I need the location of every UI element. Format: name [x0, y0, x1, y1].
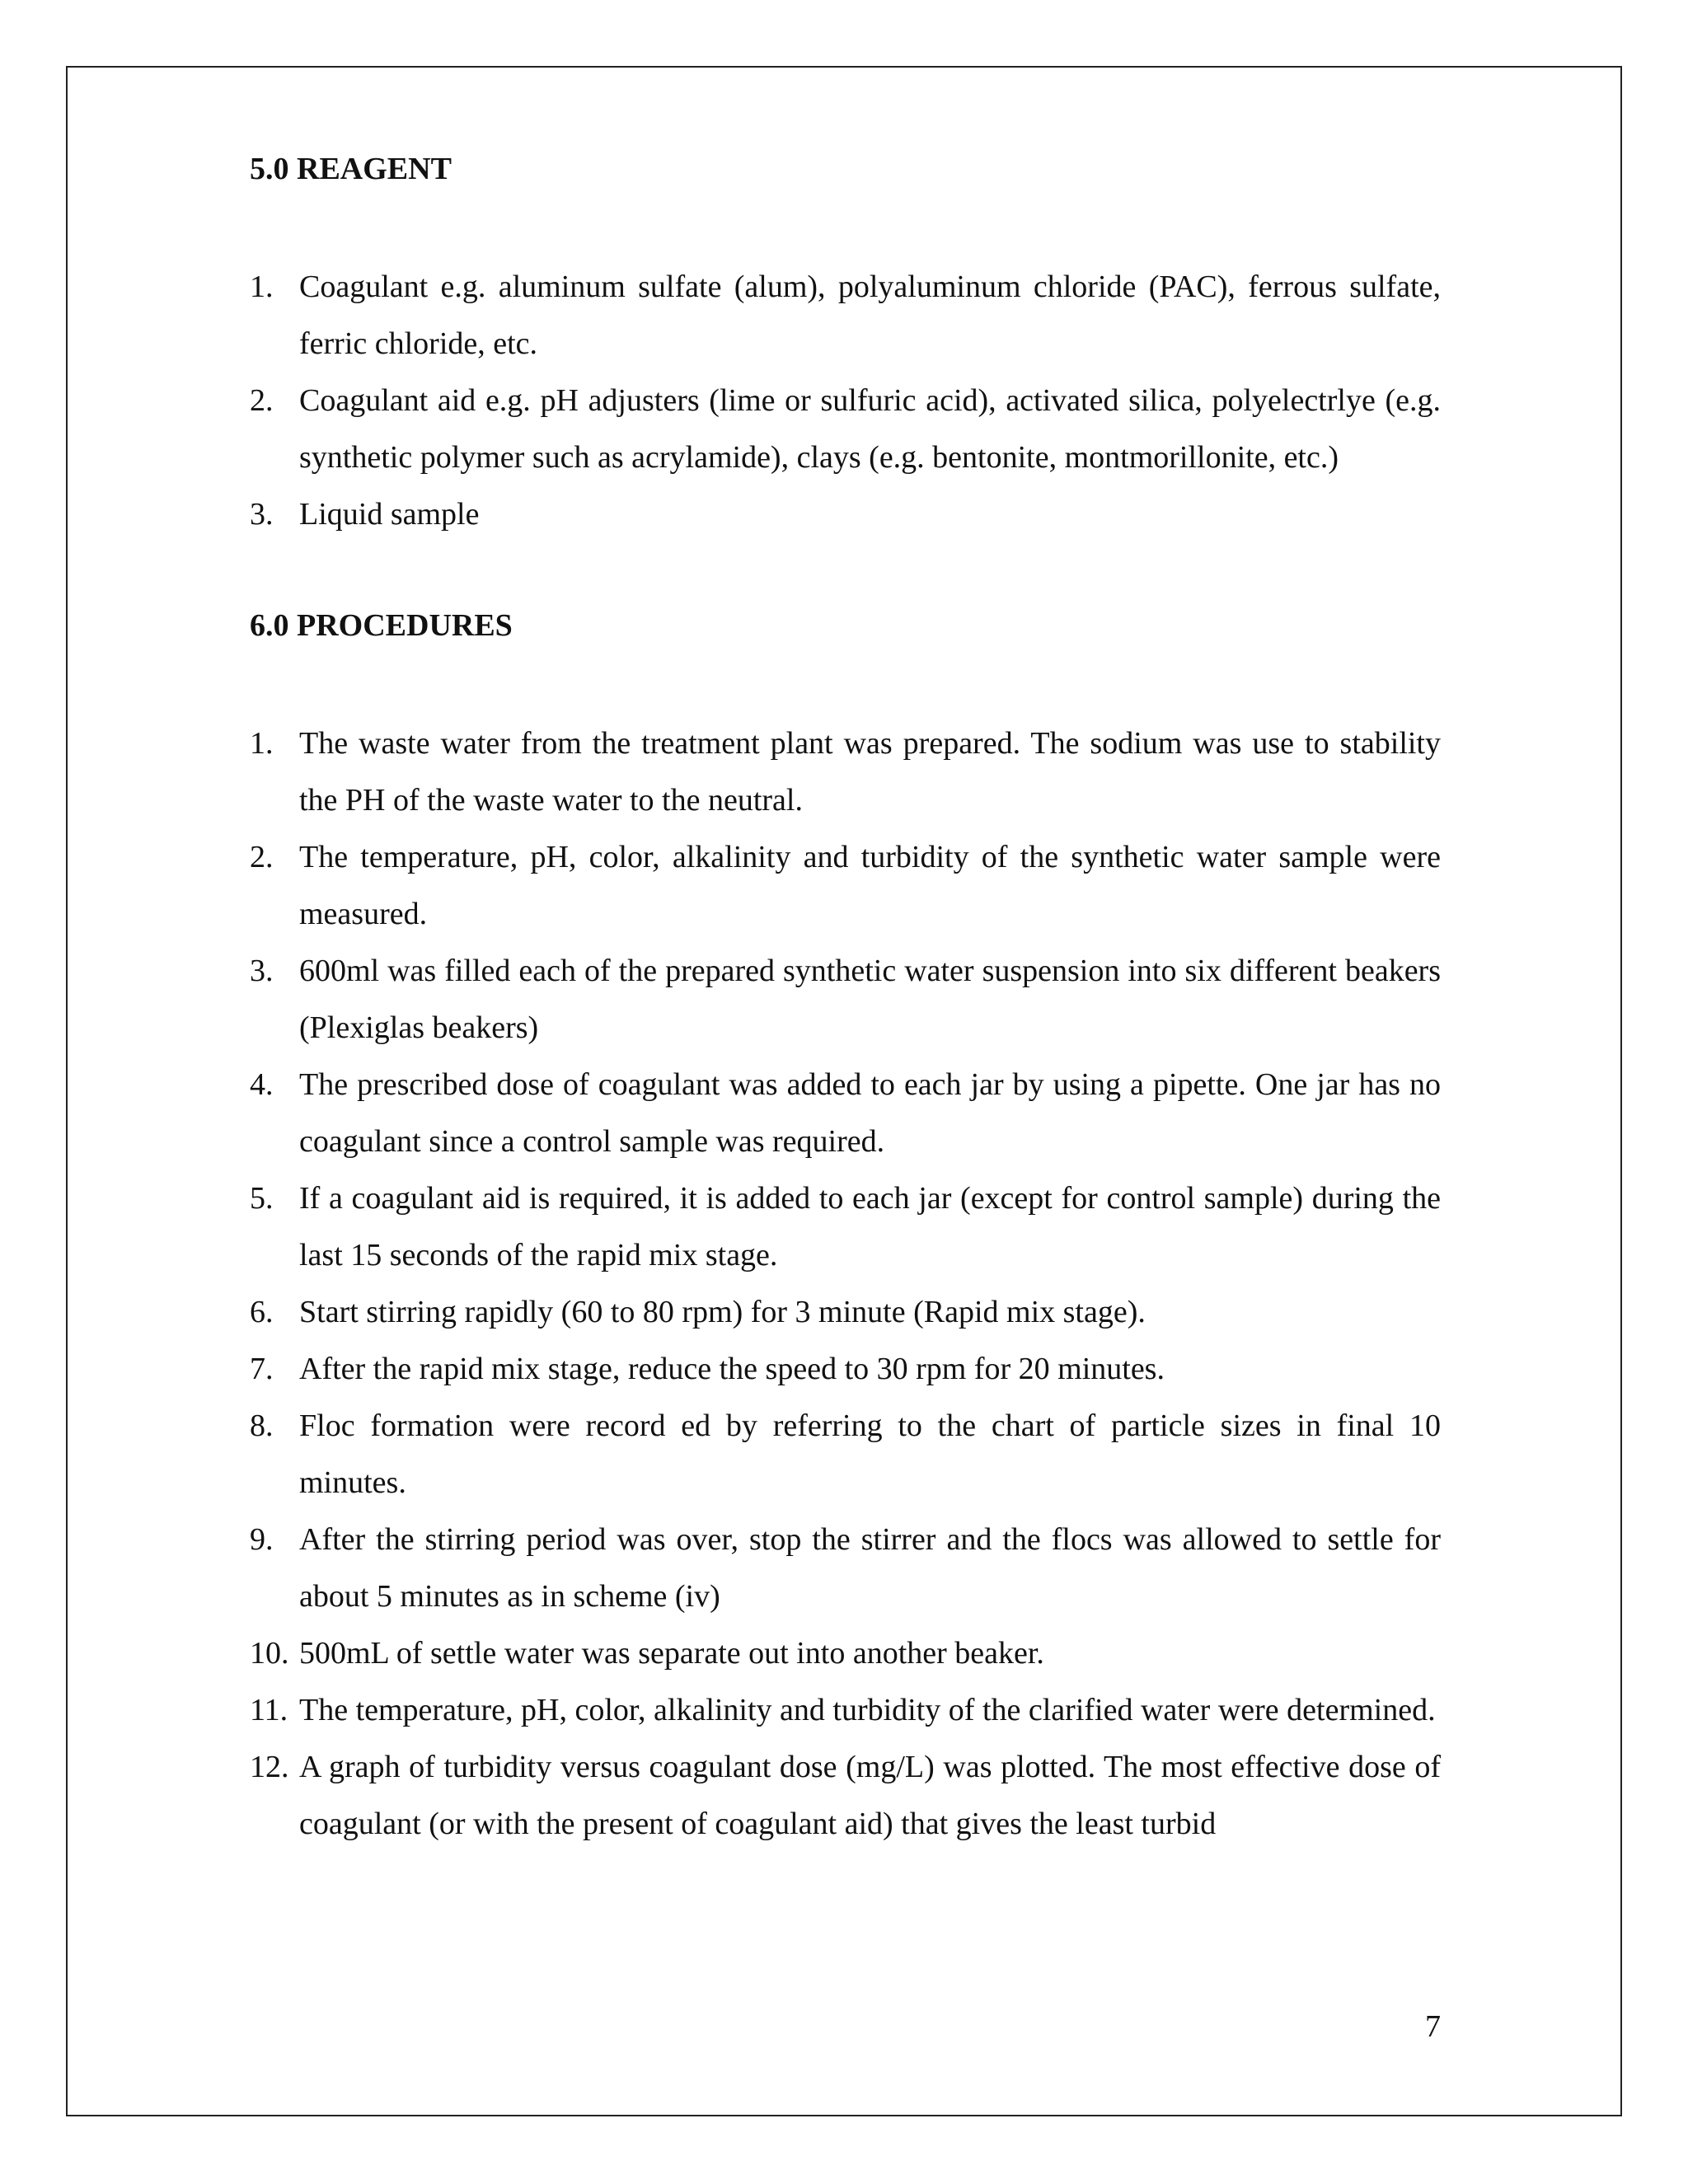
reagent-heading: 5.0 REAGENT	[250, 152, 452, 186]
procedures-heading: 6.0 PROCEDURES	[250, 608, 513, 643]
list-item-text: 500mL of settle water was separate out into another beaker.	[299, 1636, 1044, 1671]
list-item-number: 4.	[250, 1067, 274, 1102]
list-item-number: 1.	[250, 269, 274, 304]
list-item-number: 9.	[250, 1522, 274, 1557]
list-item	[250, 1284, 1441, 1341]
list-item	[250, 1341, 1441, 1398]
list-item-text: The temperature, pH, color, alkalinity and turbidity of the synthetic water sample were measured.	[299, 840, 1441, 931]
list-item-number: 10.	[250, 1636, 289, 1671]
list-item-text: The temperature, pH, color, alkalinity and turbidity of the clarified water were determined.	[299, 1693, 1436, 1727]
list-item-text: After the rapid mix stage, reduce the speed to 30 rpm for 20 minutes.	[299, 1352, 1165, 1386]
list-item-text: After the stirring period was over, stop the stirrer and the flocs was allowed to settle for about 5 minutes as in scheme (iv)	[299, 1522, 1441, 1614]
list-item	[250, 829, 1441, 943]
list-item-text: Start stirring rapidly (60 to 80 rpm) for 3 minute (Rapid mix stage).	[299, 1295, 1146, 1329]
list-item	[250, 486, 1441, 543]
page-number: 7	[1425, 2009, 1441, 2044]
list-item	[250, 1057, 1441, 1170]
list-item	[250, 943, 1441, 1057]
list-item-number: 6.	[250, 1295, 274, 1329]
list-item-number: 12.	[250, 1750, 289, 1784]
list-item-text: The prescribed dose of coagulant was added to each jar by using a pipette. One jar has no coagulant since a control sample was required.	[299, 1067, 1441, 1159]
list-item	[250, 1398, 1441, 1511]
list-item	[250, 1739, 1441, 1853]
list-item-text: If a coagulant aid is required, it is added to each jar (except for control sample) during the last 15 seconds of the rapid mix stage.	[299, 1181, 1441, 1272]
list-item-text: Liquid sample	[299, 497, 480, 532]
list-item-text: 600ml was filled each of the prepared synthetic water suspension into six different beakers (Plexiglas beakers)	[299, 954, 1441, 1045]
list-item	[250, 1511, 1441, 1625]
reagent-list	[250, 259, 1441, 543]
list-item-number: 11.	[250, 1693, 288, 1727]
list-item-number: 7.	[250, 1352, 274, 1386]
list-item-number: 2.	[250, 840, 274, 874]
list-item	[250, 715, 1441, 829]
list-item-number: 8.	[250, 1408, 274, 1443]
list-item	[250, 259, 1441, 373]
list-item-number: 1.	[250, 726, 274, 761]
page-content	[250, 145, 1441, 1853]
list-item-text: Floc formation were record ed by referring to the chart of particle sizes in final 10 minutes.	[299, 1408, 1441, 1500]
list-item	[250, 1170, 1441, 1284]
list-item-text: Coagulant aid e.g. pH adjusters (lime or sulfuric acid), activated silica, polyelectrlye (e.g. synthetic polymer such as acrylamide), clays (e.g. bentonite, montmorillonite, etc.)	[299, 383, 1441, 475]
list-item-text: The waste water from the treatment plant was prepared. The sodium was use to stability the PH of the waste water to the neutral.	[299, 726, 1441, 818]
procedures-list	[250, 715, 1441, 1853]
list-item-text: A graph of turbidity versus coagulant dose (mg/L) was plotted. The most effective dose of coagulant (or with the present of coagulant aid) that gives the least turbid	[299, 1750, 1441, 1841]
list-item-number: 5.	[250, 1181, 274, 1216]
list-item-number: 3.	[250, 497, 274, 532]
list-item-number: 2.	[250, 383, 274, 418]
list-item	[250, 373, 1441, 486]
list-item-number: 3.	[250, 954, 274, 988]
list-item	[250, 1682, 1441, 1739]
list-item-text: Coagulant e.g. aluminum sulfate (alum), polyaluminum chloride (PAC), ferrous sulfate, ferric chloride, etc.	[299, 269, 1441, 361]
list-item	[250, 1625, 1441, 1682]
